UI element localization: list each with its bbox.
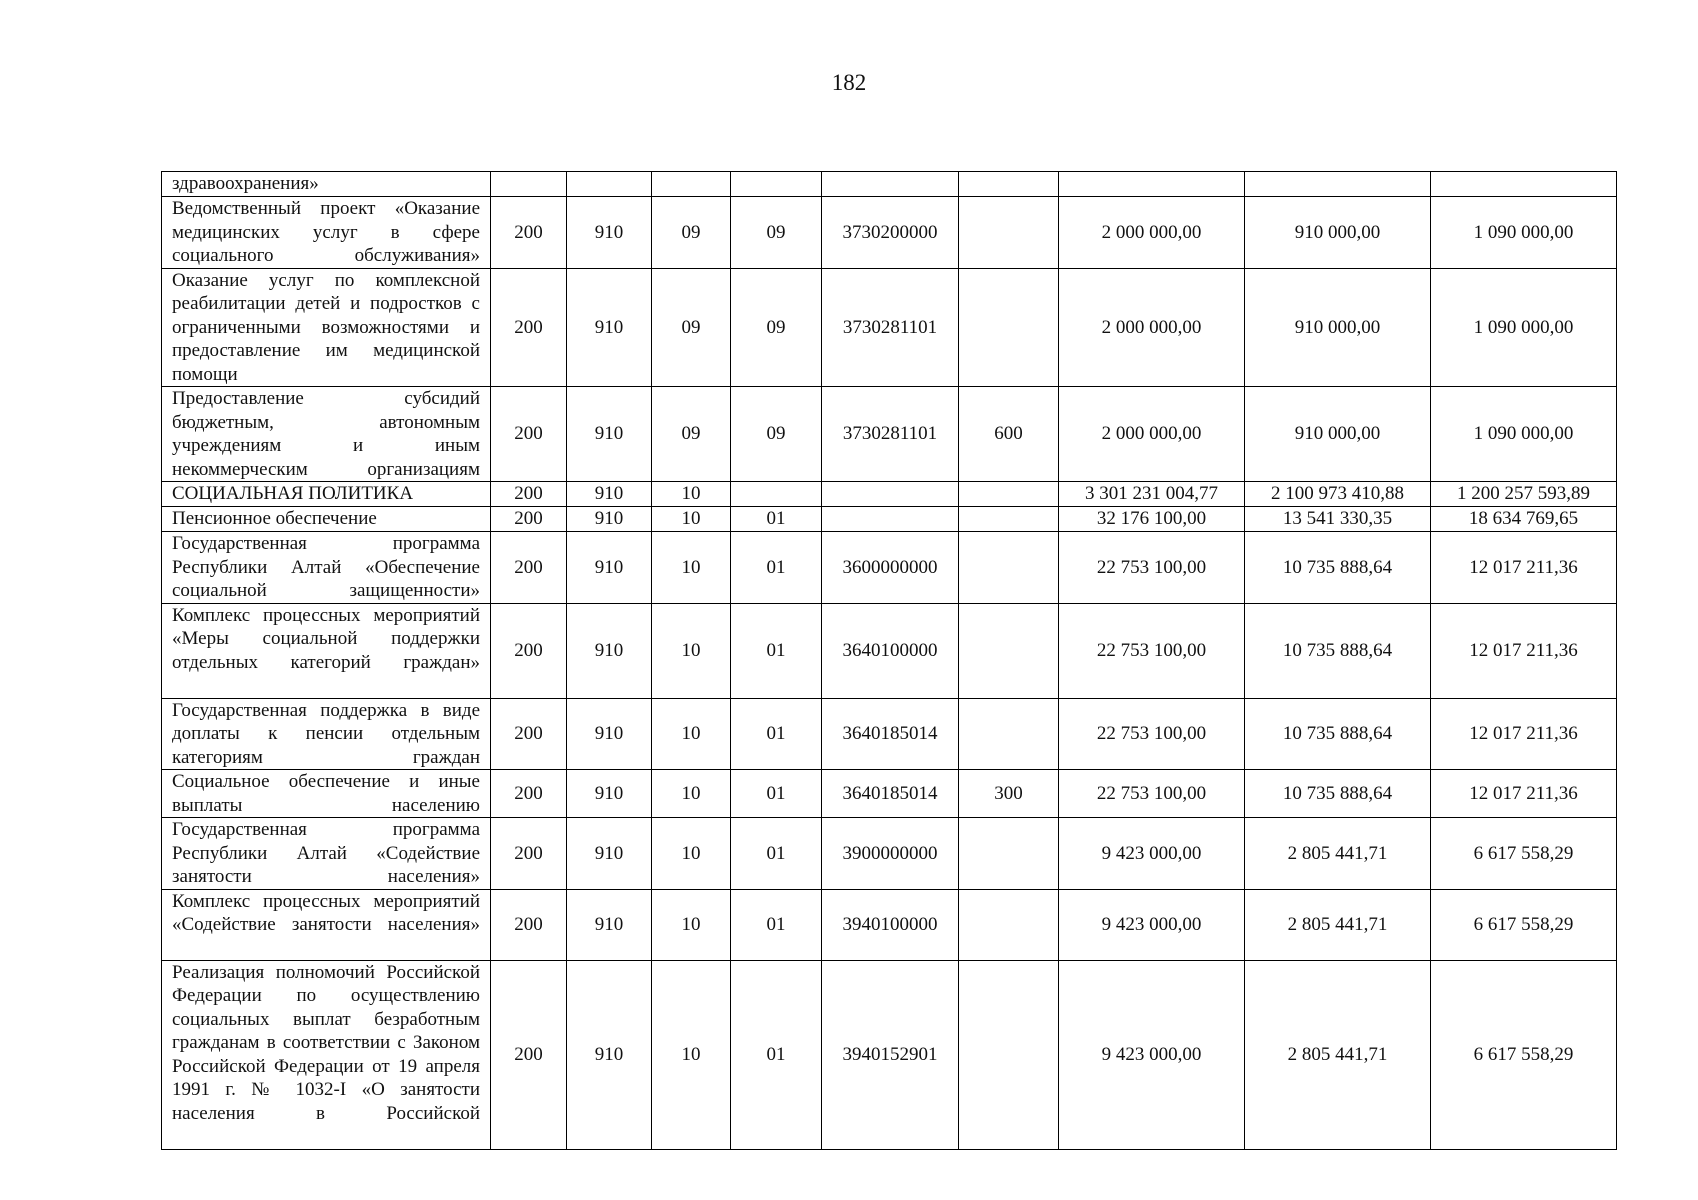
expense-type-cell: [959, 197, 1059, 269]
amount-remaining-cell: 12 017 211,36: [1431, 770, 1617, 818]
amount-executed-cell: 2 805 441,71: [1245, 818, 1431, 890]
table-row: [162, 507, 1617, 532]
amount-approved-cell: 3 301 231 004,77: [1059, 482, 1245, 507]
section-cell: 10: [652, 889, 731, 960]
section-cell: 10: [652, 482, 731, 507]
admin-code-cell: 200: [491, 507, 567, 532]
target-article-cell: [822, 172, 959, 197]
admin-code-cell: 200: [491, 960, 567, 1149]
expense-type-cell: [959, 172, 1059, 197]
admin-code-cell: [491, 172, 567, 197]
row-name-cell: Ведомственный проект «Оказание медицинских услуг в сфере социального обслуживания»: [162, 197, 491, 269]
target-article-cell: 3730281101: [822, 268, 959, 387]
row-name-cell: Социальное обеспечение и иные выплаты населению: [162, 770, 491, 818]
target-article-cell: 3640100000: [822, 603, 959, 698]
ministry-code-cell: 910: [567, 532, 652, 604]
admin-code-cell: 200: [491, 818, 567, 890]
table-row: [162, 960, 1617, 1149]
amount-remaining-cell: 6 617 558,29: [1431, 818, 1617, 890]
ministry-code-cell: 910: [567, 507, 652, 532]
amount-approved-cell: [1059, 172, 1245, 197]
section-cell: 10: [652, 698, 731, 770]
ministry-code-cell: 910: [567, 698, 652, 770]
amount-executed-cell: 10 735 888,64: [1245, 603, 1431, 698]
expense-type-cell: [959, 532, 1059, 604]
subsection-cell: 01: [731, 603, 822, 698]
table-row: [162, 603, 1617, 698]
row-name-cell: Реализация полномочий Российской Федерации по осуществлению социальных выплат безработным гражданам в соответствии с Законом Российской Федерации от 19 апреля 1991 г. № 1032-I «О занятости населения в Российской: [162, 960, 491, 1149]
row-name-cell: здравоохранения»: [162, 172, 491, 197]
subsection-cell: 01: [731, 698, 822, 770]
target-article-cell: 3600000000: [822, 532, 959, 604]
amount-approved-cell: 9 423 000,00: [1059, 889, 1245, 960]
amount-approved-cell: 22 753 100,00: [1059, 698, 1245, 770]
amount-remaining-cell: 1 090 000,00: [1431, 268, 1617, 387]
subsection-cell: 09: [731, 387, 822, 482]
table-row: [162, 698, 1617, 770]
admin-code-cell: 200: [491, 387, 567, 482]
table-row: [162, 268, 1617, 387]
ministry-code-cell: 910: [567, 387, 652, 482]
amount-approved-cell: 22 753 100,00: [1059, 603, 1245, 698]
subsection-cell: 01: [731, 770, 822, 818]
expense-type-cell: [959, 960, 1059, 1149]
table-row: [162, 172, 1617, 197]
subsection-cell: [731, 172, 822, 197]
amount-executed-cell: 910 000,00: [1245, 268, 1431, 387]
amount-remaining-cell: 6 617 558,29: [1431, 960, 1617, 1149]
amount-executed-cell: [1245, 172, 1431, 197]
section-cell: 10: [652, 770, 731, 818]
ministry-code-cell: 910: [567, 268, 652, 387]
row-name-cell: Государственная программа Республики Алтай «Обеспечение социальной защищенности»: [162, 532, 491, 604]
target-article-cell: [822, 482, 959, 507]
amount-approved-cell: 9 423 000,00: [1059, 818, 1245, 890]
amount-remaining-cell: 12 017 211,36: [1431, 603, 1617, 698]
subsection-cell: 01: [731, 532, 822, 604]
amount-executed-cell: 10 735 888,64: [1245, 698, 1431, 770]
ministry-code-cell: 910: [567, 482, 652, 507]
amount-executed-cell: 13 541 330,35: [1245, 507, 1431, 532]
section-cell: 10: [652, 960, 731, 1149]
row-name-cell: Комплекс процессных мероприятий «Меры социальной поддержки отдельных категорий граждан»: [162, 603, 491, 698]
expense-type-cell: [959, 507, 1059, 532]
table-body: [162, 172, 1617, 1150]
amount-remaining-cell: 1 200 257 593,89: [1431, 482, 1617, 507]
subsection-cell: 09: [731, 197, 822, 269]
amount-approved-cell: 2 000 000,00: [1059, 197, 1245, 269]
row-name-cell: Предоставление субсидий бюджетным, автономным учреждениям и иным некоммерческим организациям: [162, 387, 491, 482]
ministry-code-cell: 910: [567, 889, 652, 960]
section-cell: [652, 172, 731, 197]
amount-approved-cell: 22 753 100,00: [1059, 532, 1245, 604]
table-row: [162, 197, 1617, 269]
table-row: [162, 889, 1617, 960]
subsection-cell: 01: [731, 818, 822, 890]
table-row: [162, 770, 1617, 818]
subsection-cell: [731, 482, 822, 507]
subsection-cell: 01: [731, 507, 822, 532]
ministry-code-cell: 910: [567, 770, 652, 818]
amount-executed-cell: 2 805 441,71: [1245, 889, 1431, 960]
table-row: [162, 818, 1617, 890]
target-article-cell: [822, 507, 959, 532]
expense-type-cell: 300: [959, 770, 1059, 818]
expense-type-cell: [959, 603, 1059, 698]
admin-code-cell: 200: [491, 698, 567, 770]
section-cell: 09: [652, 387, 731, 482]
expense-type-cell: [959, 889, 1059, 960]
ministry-code-cell: 910: [567, 603, 652, 698]
amount-executed-cell: 2 100 973 410,88: [1245, 482, 1431, 507]
admin-code-cell: 200: [491, 482, 567, 507]
row-name-cell: Пенсионное обеспечение: [162, 507, 491, 532]
amount-executed-cell: 910 000,00: [1245, 197, 1431, 269]
row-name-cell: Государственная поддержка в виде доплаты к пенсии отдельным категориям граждан: [162, 698, 491, 770]
target-article-cell: 3640185014: [822, 698, 959, 770]
target-article-cell: 3730200000: [822, 197, 959, 269]
expense-type-cell: 600: [959, 387, 1059, 482]
expense-type-cell: [959, 818, 1059, 890]
row-name-cell: Оказание услуг по комплексной реабилитации детей и подростков с ограниченными возможностями и предоставление им медицинской помощи: [162, 268, 491, 387]
budget-table: [161, 171, 1617, 1150]
section-cell: 10: [652, 818, 731, 890]
expense-type-cell: [959, 268, 1059, 387]
ministry-code-cell: 910: [567, 960, 652, 1149]
admin-code-cell: 200: [491, 268, 567, 387]
amount-executed-cell: 10 735 888,64: [1245, 532, 1431, 604]
row-name-cell: СОЦИАЛЬНАЯ ПОЛИТИКА: [162, 482, 491, 507]
table-row: [162, 532, 1617, 604]
target-article-cell: 3900000000: [822, 818, 959, 890]
amount-approved-cell: 2 000 000,00: [1059, 268, 1245, 387]
amount-remaining-cell: 6 617 558,29: [1431, 889, 1617, 960]
ministry-code-cell: 910: [567, 818, 652, 890]
amount-remaining-cell: [1431, 172, 1617, 197]
amount-approved-cell: 32 176 100,00: [1059, 507, 1245, 532]
subsection-cell: 01: [731, 889, 822, 960]
amount-remaining-cell: 12 017 211,36: [1431, 532, 1617, 604]
amount-remaining-cell: 12 017 211,36: [1431, 698, 1617, 770]
expense-type-cell: [959, 698, 1059, 770]
section-cell: 10: [652, 532, 731, 604]
amount-remaining-cell: 18 634 769,65: [1431, 507, 1617, 532]
page-number: 182: [831, 70, 867, 95]
table-row: [162, 387, 1617, 482]
amount-remaining-cell: 1 090 000,00: [1431, 197, 1617, 269]
admin-code-cell: 200: [491, 532, 567, 604]
expense-type-cell: [959, 482, 1059, 507]
section-cell: 10: [652, 603, 731, 698]
target-article-cell: 3730281101: [822, 387, 959, 482]
section-cell: 09: [652, 268, 731, 387]
amount-executed-cell: 910 000,00: [1245, 387, 1431, 482]
ministry-code-cell: [567, 172, 652, 197]
target-article-cell: 3640185014: [822, 770, 959, 818]
amount-executed-cell: 10 735 888,64: [1245, 770, 1431, 818]
amount-approved-cell: 22 753 100,00: [1059, 770, 1245, 818]
admin-code-cell: 200: [491, 603, 567, 698]
amount-executed-cell: 2 805 441,71: [1245, 960, 1431, 1149]
row-name-cell: Государственная программа Республики Алтай «Содействие занятости населения»: [162, 818, 491, 890]
subsection-cell: 09: [731, 268, 822, 387]
subsection-cell: 01: [731, 960, 822, 1149]
section-cell: 09: [652, 197, 731, 269]
amount-approved-cell: 2 000 000,00: [1059, 387, 1245, 482]
amount-approved-cell: 9 423 000,00: [1059, 960, 1245, 1149]
table-row: [162, 482, 1617, 507]
admin-code-cell: 200: [491, 197, 567, 269]
section-cell: 10: [652, 507, 731, 532]
admin-code-cell: 200: [491, 889, 567, 960]
row-name-cell: Комплекс процессных мероприятий «Содействие занятости населения»: [162, 889, 491, 960]
amount-remaining-cell: 1 090 000,00: [1431, 387, 1617, 482]
ministry-code-cell: 910: [567, 197, 652, 269]
target-article-cell: 3940100000: [822, 889, 959, 960]
admin-code-cell: 200: [491, 770, 567, 818]
target-article-cell: 3940152901: [822, 960, 959, 1149]
